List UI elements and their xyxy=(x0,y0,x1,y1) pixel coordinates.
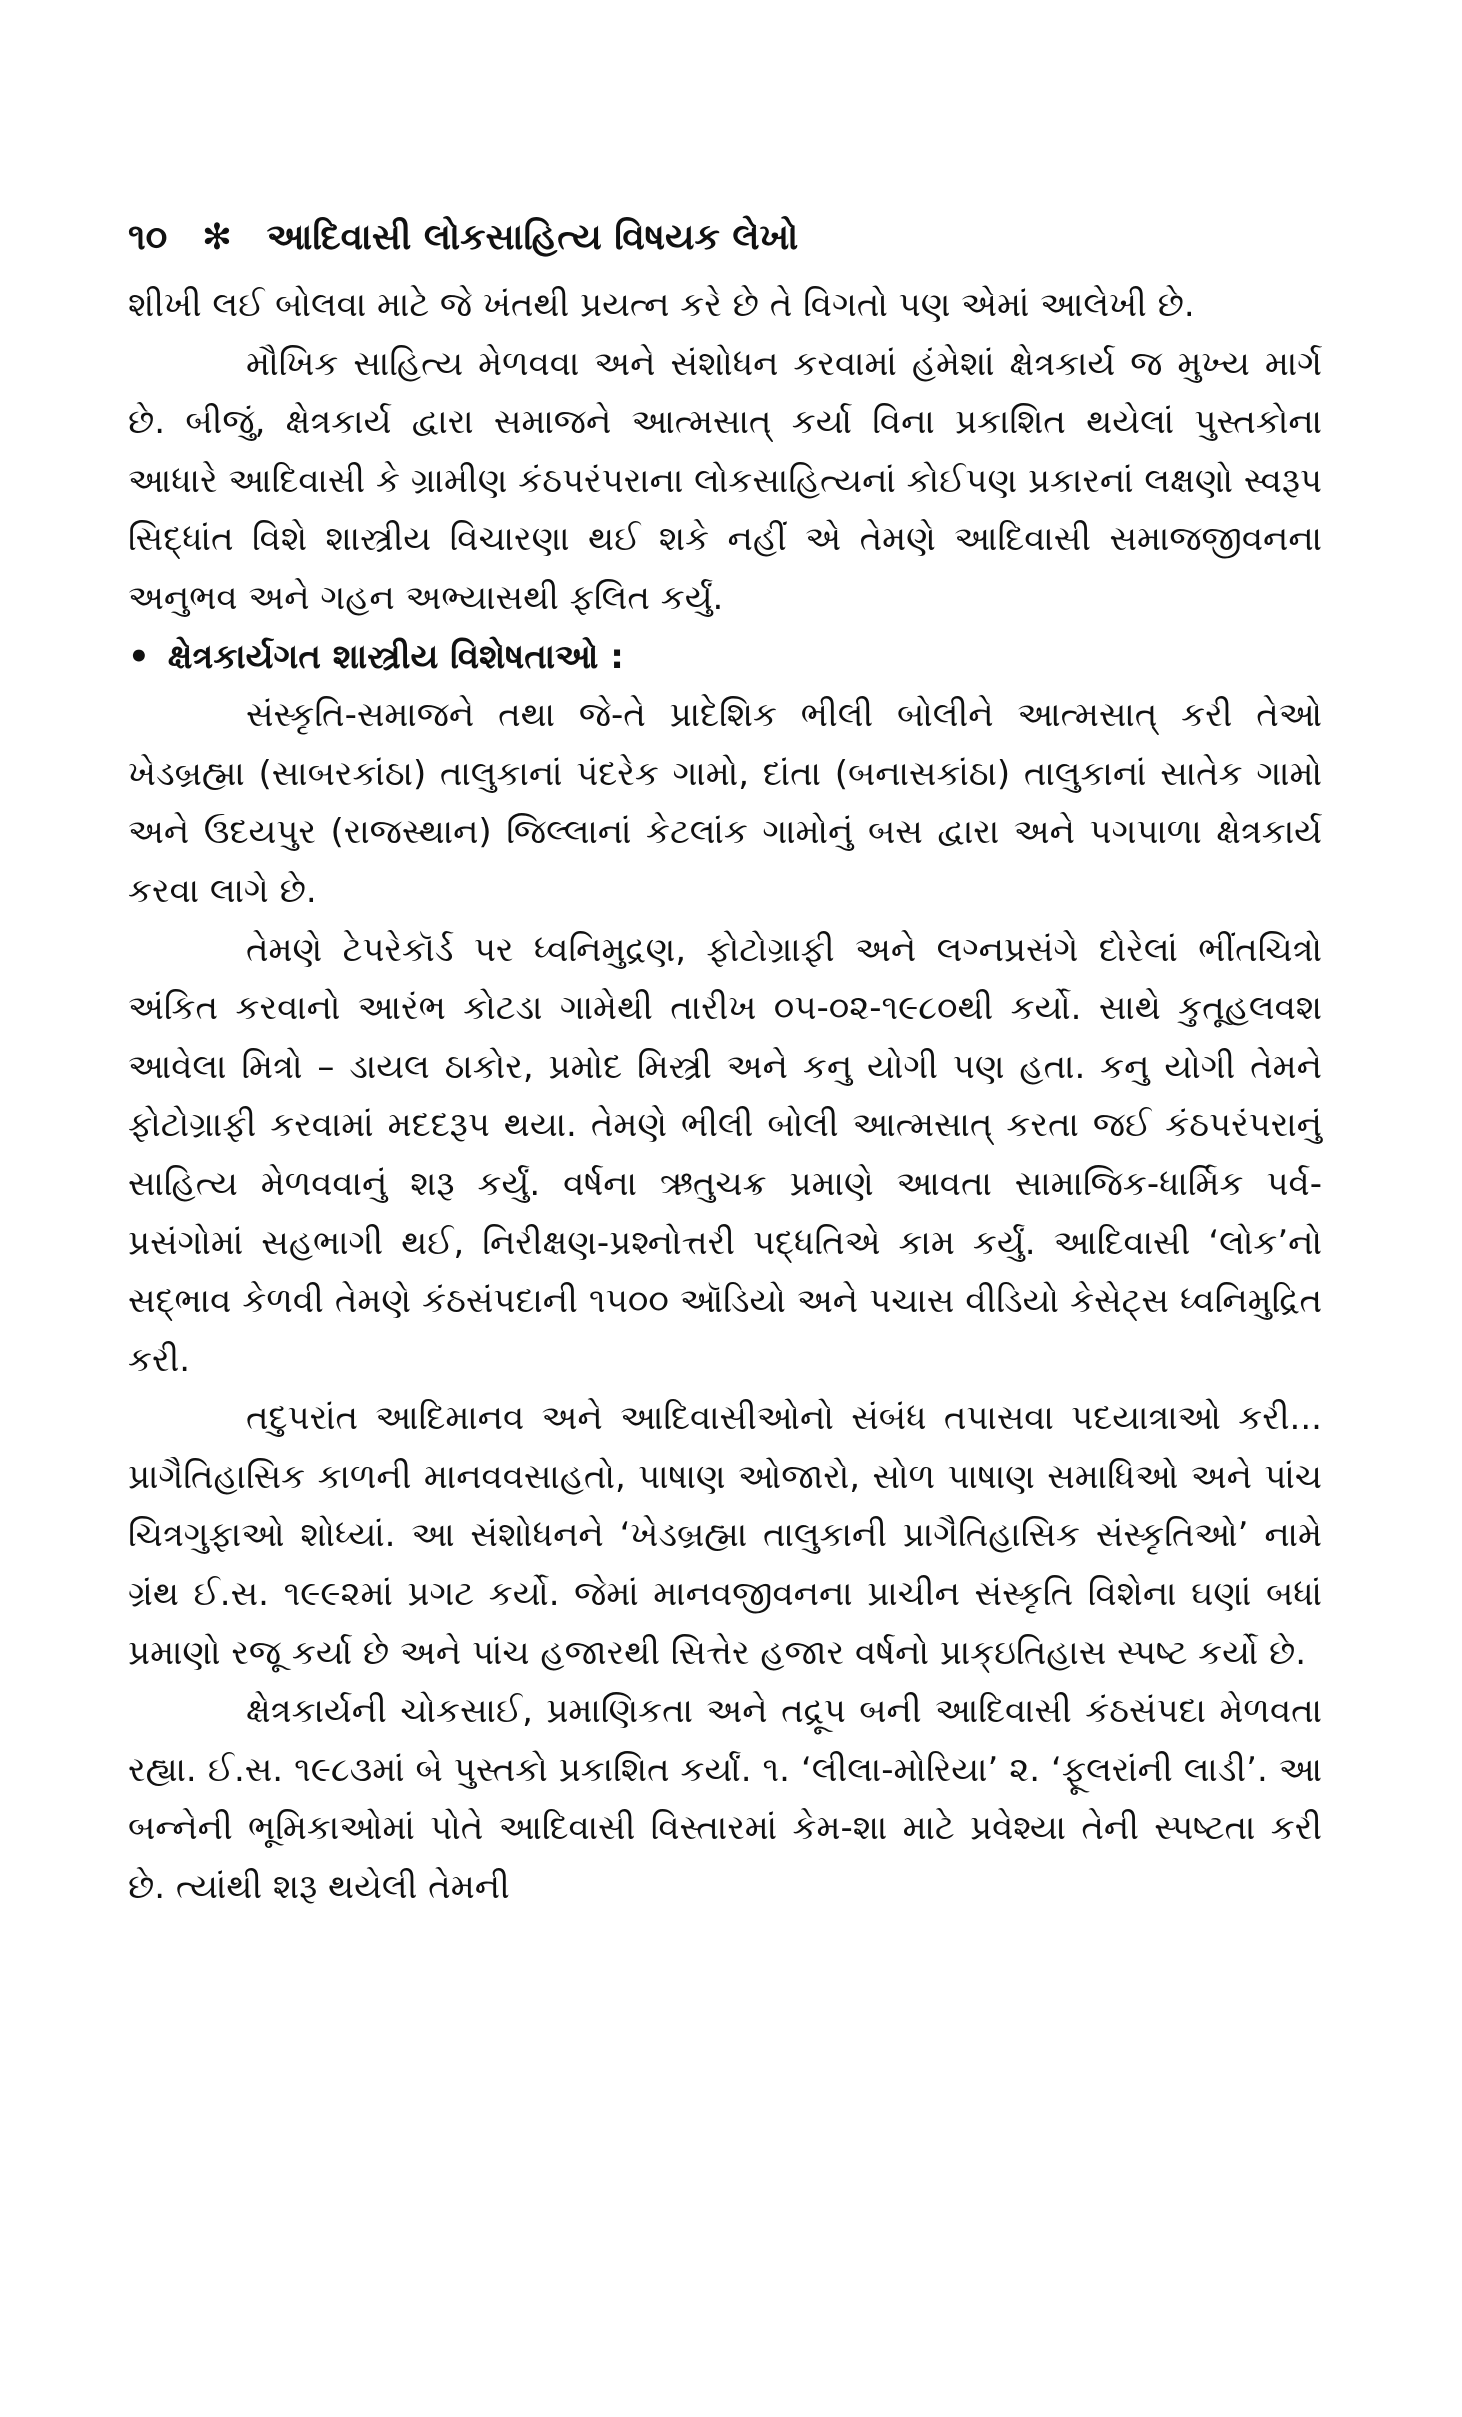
page-number: ૧૦ xyxy=(128,217,168,258)
asterisk-separator-icon: ✻ xyxy=(201,217,233,258)
paragraph-fieldwork-regions: સંસ્કૃતિ-સમાજને તથા જે-તે પ્રાદેશિક ભીલી બોલીને આત્મસાત્ કરી તેઓ ખેડબ્રહ્મા (સાબરકાંઠા) તાલુકાનાં પંદરેક ગામો, દાંતા (બનાસકાંઠા) તાલુકાનાં સાતેક ગામો અને ઉદયપુર (રાજસ્થાન) જિલ્લાનાં કેટલાંક ગામોનું બસ દ્વારા અને પગપાળા ક્ષેત્રકાર્ય કરવા લાગે છે. xyxy=(128,695,1322,911)
section-heading xyxy=(128,628,1322,687)
paragraph-publications: ક્ષેત્રકાર્યની ચોકસાઈ, પ્રમાણિકતા અને તદ્રૂપ બની આદિવાસી કંઠસંપદા મેળવતા રહ્યા. ઈ.સ. ૧૯૮૩માં બે પુસ્તકો પ્રકાશિત કર્યાં. ૧. ‘લીલા-મોરિયા’ ૨. ‘ફૂલરાંની લાડી’. આ બન્નેની ભૂમિકાઓમાં પોતે આદિવાસી વિસ્તારમાં કેમ-શા માટે પ્રવેશ્યા તેની સ્પષ્ટતા કરી છે. ત્યાંથી શરૂ થયેલી તેમની xyxy=(128,1691,1322,1908)
paragraph-recording: તેમણે ટેપરેકૉર્ડ પર ધ્વનિમુદ્રણ, ફોટોગ્રાફી અને લગ્નપ્રસંગે દોરેલાં ભીંતચિત્રો અંકિત કરવાનો આરંભ કોટડા ગામેથી તારીખ ૦૫-૦૨-૧૯૮૦થી કર્યો. સાથે કુતૂહલવશ આવેલા મિત્રો – ડાયલ ઠાકોર, પ્રમોદ મિસ્ત્રી અને કનુ યોગી પણ હતા. કનુ યોગી તેમને ફોટોગ્રાફી કરવામાં મદદરૂપ થયા. તેમણે ભીલી બોલી આત્મસાત્ કરતા જઈ કંઠપરંપરાનું સાહિત્ય મેળવવાનું શરૂ કર્યું. વર્ષના ઋતુચક્ર પ્રમાણે આવતા સામાજિક-ધાર્મિક પર્વ-પ્રસંગોમાં સહભાગી થઈ, નિરીક્ષણ-પ્રશ્નોત્તરી પદ્ધતિએ કામ કર્યું. આદિવાસી ‘લોક’નો સદ્ભાવ કેળવી તેમણે કંઠસંપદાની ૧૫૦૦ ઑડિયો અને પચાસ વીડિયો કેસેટ્સ ધ્વનિમુદ્રિત કરી. xyxy=(128,929,1322,1380)
paragraph-prehistory: તદુપરાંત આદિમાનવ અને આદિવાસીઓનો સંબંધ તપાસવા પદયાત્રાઓ કરી... પ્રાગૈતિહાસિક કાળની માનવવસાહતો, પાષાણ ઓજારો, સોળ પાષાણ સમાધિઓ અને પાંચ ચિત્રગુફાઓ શોધ્યાં. આ સંશોધનને ‘ખેડબ્રહ્મા તાલુકાની પ્રાગૈતિહાસિક સંસ્કૃતિઓ’ નામે ગ્રંથ ઈ.સ. ૧૯૯૨માં પ્રગટ કર્યો. જેમાં માનવજીવનના પ્રાચીન સંસ્કૃતિ વિશેના ઘણાં બધાં પ્રમાણો રજૂ કર્યા છે અને પાંચ હજારથી સિત્તેર હજાર વર્ષનો પ્રાક્ઇતિહાસ સ્પષ્ટ કર્યો છે. xyxy=(128,1398,1322,1673)
page-header xyxy=(128,206,1318,270)
body-text xyxy=(128,276,1322,1917)
paragraph-continued: શીખી લઈ બોલવા માટે જે ખંતથી પ્રયત્ન કરે છે તે વિગતો પણ એમાં આલેખી છે. xyxy=(128,285,1195,325)
paragraph-oral-literature: મૌખિક સાહિત્ય મેળવવા અને સંશોધન કરવામાં હંમેશાં ક્ષેત્રકાર્ય જ મુખ્ય માર્ગ છે. બીજું, ક્ષેત્રકાર્ય દ્વારા સમાજને આત્મસાત્ કર્યા વિના પ્રકાશિત થયેલાં પુસ્તકોના આધારે આદિવાસી કે ગ્રામીણ કંઠપરંપરાના લોકસાહિત્યનાં કોઈપણ પ્રકારનાં લક્ષણો સ્વરૂપ સિદ્ધાંત વિશે શાસ્ત્રીય વિચારણા થઈ શકે નહીં એ તેમણે આદિવાસી સમાજજીવનના અનુભવ અને ગહન અભ્યાસથી ફલિત કર્યું. xyxy=(128,343,1322,618)
running-title: આદિવાસી લોકસાહિત્ય વિષયક લેખો xyxy=(266,217,799,258)
section-heading-text: ક્ષેત્રકાર્યગત શાસ્ત્રીય વિશેષતાઓ : xyxy=(167,636,624,677)
bullet-icon: • xyxy=(128,636,150,677)
